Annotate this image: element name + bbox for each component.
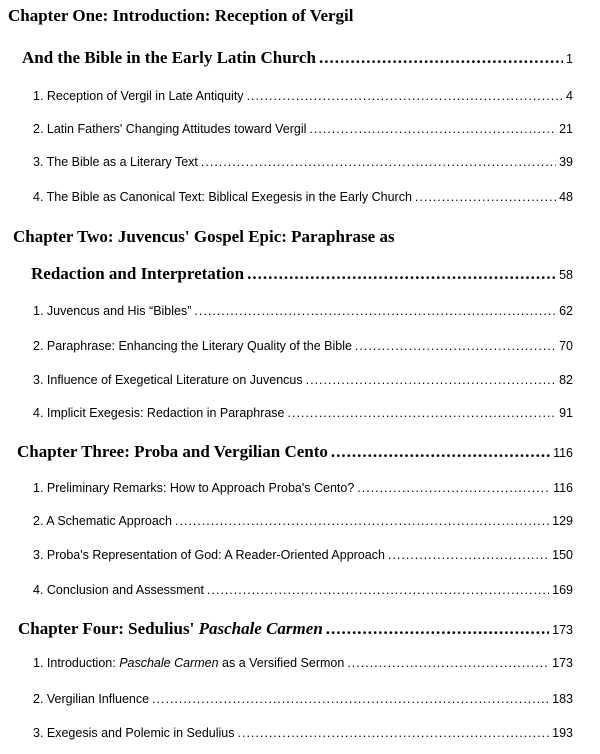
dot-leader bbox=[247, 264, 556, 284]
entry-title: 2. Vergilian Influence bbox=[33, 692, 150, 706]
dot-leader bbox=[288, 406, 557, 420]
chapter-two-heading-line2 bbox=[31, 264, 573, 284]
entry-title: 2. Paraphrase: Enhancing the Literary Quality of the Bible bbox=[33, 339, 352, 353]
toc-entry bbox=[33, 190, 573, 204]
entry-title-prefix: 1. Introduction: bbox=[33, 656, 116, 670]
dot-leader bbox=[194, 304, 556, 318]
chapter-two-heading-line1 bbox=[13, 227, 395, 247]
page-number: 1 bbox=[566, 52, 573, 66]
page-number: 62 bbox=[559, 304, 573, 318]
toc-entry bbox=[33, 583, 573, 597]
page-number: 82 bbox=[559, 373, 573, 387]
toc-entry bbox=[33, 304, 573, 318]
chapter-title: Chapter Two: Juvencus' Gospel Epic: Paraphrase as bbox=[13, 227, 395, 246]
page-number: 4 bbox=[566, 89, 573, 103]
entry-title: 2. A Schematic Approach bbox=[33, 514, 172, 528]
dot-leader bbox=[152, 692, 549, 706]
entry-title: 4. The Bible as Canonical Text: Biblical Exegesis in the Early Church bbox=[33, 190, 412, 204]
entry-title: 1. Reception of Vergil in Late Antiquity bbox=[33, 89, 244, 103]
entry-title: 4. Conclusion and Assessment bbox=[33, 583, 204, 597]
page-number: 183 bbox=[552, 692, 573, 706]
chapter-title-prefix: Chapter Four: Sedulius' bbox=[18, 619, 195, 638]
page-number: 116 bbox=[553, 481, 573, 495]
dot-leader bbox=[347, 656, 549, 670]
dot-leader bbox=[415, 190, 556, 204]
chapter-title: Redaction and Interpretation bbox=[31, 264, 245, 283]
entry-title: 3. The Bible as a Literary Text bbox=[33, 155, 198, 169]
dot-leader bbox=[306, 373, 556, 387]
dot-leader bbox=[355, 339, 556, 353]
dot-leader bbox=[326, 619, 549, 639]
page-number: 39 bbox=[559, 155, 573, 169]
entry-title: 3. Exegesis and Polemic in Sedulius bbox=[33, 726, 235, 740]
dot-leader bbox=[201, 155, 556, 169]
chapter-title-italic: Paschale Carmen bbox=[198, 619, 323, 638]
page-number: 193 bbox=[552, 726, 573, 740]
entry-title: 2. Latin Fathers' Changing Attitudes toward Vergil bbox=[33, 122, 307, 136]
page-number: 116 bbox=[553, 446, 573, 460]
toc-entry bbox=[33, 656, 573, 670]
dot-leader bbox=[247, 89, 563, 103]
dot-leader bbox=[388, 548, 549, 562]
toc-entry bbox=[33, 89, 573, 103]
chapter-three-heading bbox=[17, 442, 573, 462]
toc-entry bbox=[33, 726, 573, 740]
chapter-one-heading-line2 bbox=[22, 48, 573, 68]
dot-leader bbox=[309, 122, 556, 136]
page-number: 169 bbox=[552, 583, 573, 597]
entry-title: 4. Implicit Exegesis: Redaction in Paraphrase bbox=[33, 406, 285, 420]
toc-entry bbox=[33, 373, 573, 387]
entry-title: 3. Proba's Representation of God: A Reader-Oriented Approach bbox=[33, 548, 385, 562]
dot-leader bbox=[331, 442, 550, 462]
toc-entry bbox=[33, 514, 573, 528]
entry-title: 1. Juvencus and His “Bibles” bbox=[33, 304, 192, 318]
page-number: 150 bbox=[552, 548, 573, 562]
page-number: 21 bbox=[559, 122, 573, 136]
chapter-title: Chapter Three: Proba and Vergilian Cento bbox=[17, 442, 328, 461]
entry-title: 1. Preliminary Remarks: How to Approach Proba's Cento? bbox=[33, 481, 355, 495]
dot-leader bbox=[207, 583, 549, 597]
page-number: 70 bbox=[559, 339, 573, 353]
toc-entry bbox=[33, 481, 573, 495]
page-number: 91 bbox=[559, 406, 573, 420]
page-number: 173 bbox=[552, 656, 573, 670]
dot-leader bbox=[357, 481, 550, 495]
toc-entry bbox=[33, 692, 573, 706]
toc-entry bbox=[33, 122, 573, 136]
toc-entry bbox=[33, 155, 573, 169]
page-number: 173 bbox=[552, 623, 573, 637]
chapter-title: And the Bible in the Early Latin Church bbox=[22, 48, 316, 67]
page-number: 129 bbox=[552, 514, 573, 528]
dot-leader bbox=[319, 48, 563, 68]
entry-title-suffix: as a Versified Sermon bbox=[222, 656, 345, 670]
dot-leader bbox=[238, 726, 550, 740]
page-number: 48 bbox=[559, 190, 573, 204]
page-number: 58 bbox=[559, 268, 573, 282]
toc-entry bbox=[33, 548, 573, 562]
chapter-title: Chapter One: Introduction: Reception of Vergil bbox=[8, 6, 354, 25]
chapter-four-heading bbox=[18, 619, 573, 639]
chapter-one-heading-line1 bbox=[8, 6, 354, 26]
toc-entry bbox=[33, 406, 573, 420]
dot-leader bbox=[175, 514, 549, 528]
entry-title: 3. Influence of Exegetical Literature on Juvencus bbox=[33, 373, 303, 387]
toc-entry bbox=[33, 339, 573, 353]
entry-title-italic: Paschale Carmen bbox=[119, 656, 219, 670]
